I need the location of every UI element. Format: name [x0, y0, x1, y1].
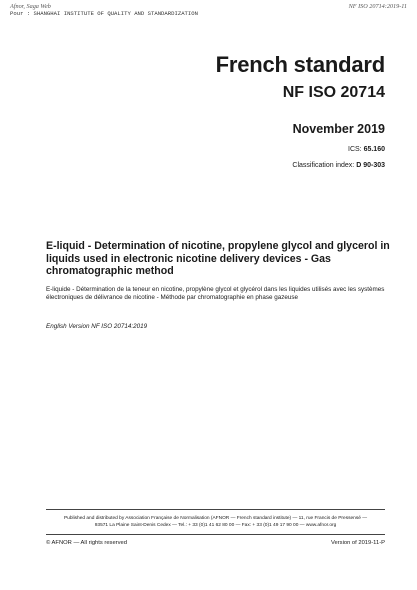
english-title: E-liquid - Determination of nicotine, propylene glycol and glycerol in liquids used in electronic nicotine delivery devices - Gas chromatographic method — [46, 240, 390, 277]
classification-label: Classification index: — [292, 162, 357, 169]
classification-value: D 90-303 — [356, 162, 385, 169]
page-title: French standard — [215, 52, 385, 77]
footer-divider-top — [46, 509, 385, 510]
header-document-id: NF ISO 20714:2019-11 — [348, 3, 407, 10]
standard-number: NF ISO 20714 — [282, 84, 385, 101]
english-version-note: English Version NF ISO 20714:2019 — [46, 323, 148, 330]
footer-divider-bottom — [46, 534, 385, 535]
ics-line — [348, 146, 385, 153]
version-label: Version of 2019-11-P — [330, 540, 385, 546]
classification-line — [292, 162, 385, 169]
header-licensee: Pour : SHANGHAI INSTITUTE OF QUALITY AND STANDARDIZATION — [10, 10, 198, 17]
publisher-info — [46, 515, 385, 529]
publisher-line-2: 93571 La Plaine Saint-Denis Cedex — Tel.: + 33 (0)1 41 62 80 00 — Fax: + 33 (0)1 49 17 90 00 — www.afnor.org — [94, 523, 337, 528]
header-source: Afnor, Saga Web — [10, 3, 51, 10]
french-title: E-liquide - Détermination de la teneur en nicotine, propylène glycol et glycérol dans les liquides utilisés avec les systèmes électroniques de délivrance de nicotine - Méthode par chromatographie en phase gazeuse — [46, 286, 385, 302]
ics-value: 65.160 — [363, 146, 385, 153]
copyright: © AFNOR — All rights reserved — [46, 540, 127, 546]
ics-label: ICS: — [348, 146, 364, 153]
publisher-line-1: Published and distributed by Association Française de Normalisation (AFNOR — French standard institute) — 11, rue Francis de Pressensé — — [63, 516, 368, 521]
publication-date: November 2019 — [292, 122, 385, 136]
